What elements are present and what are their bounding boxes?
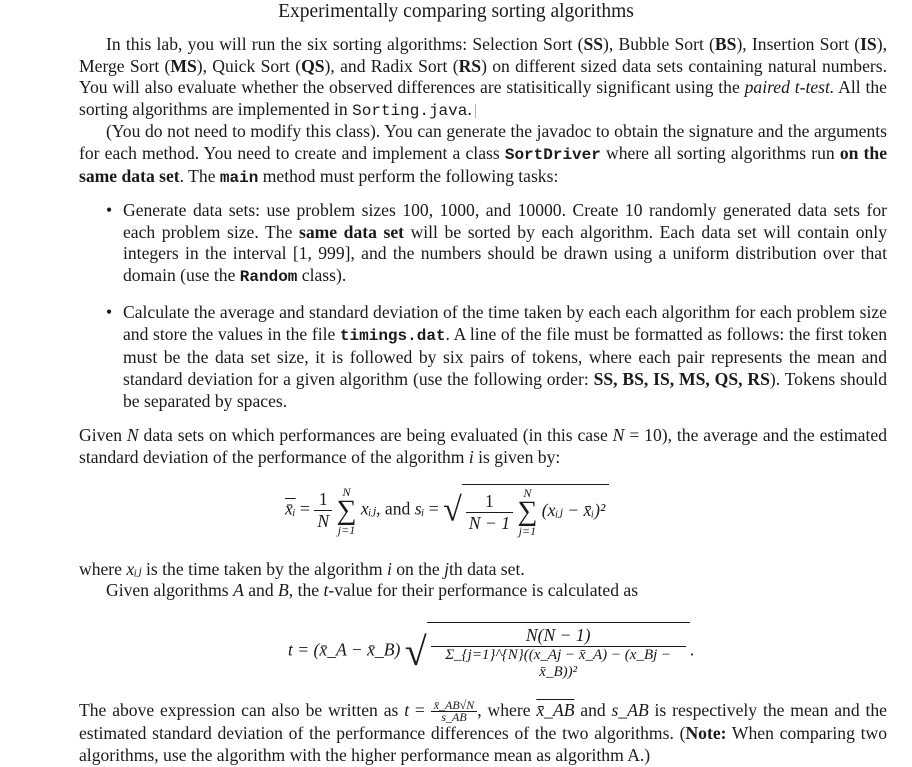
- text: The above expression can also be written as: [79, 700, 405, 720]
- timings-filename: timings.dat: [339, 326, 446, 345]
- text: In this lab, you will run the six sorting algorithms: Selection Sort (: [106, 34, 584, 54]
- sqrt-icon: √: [443, 491, 462, 529]
- intro-paragraph-2: [79, 121, 887, 190]
- math-sab: s_AB: [611, 700, 649, 720]
- sqrt-body: [427, 622, 690, 681]
- denominator: Σ_{j=1}^{N}((x_Aj − x̄_A) − (x_Bj − x̄_B))²: [445, 647, 672, 680]
- task-list-2: [79, 302, 887, 413]
- text: is respectively the mean and the estimated standard deviation of the performance differences of the two algorithms. (: [79, 700, 887, 744]
- sum-lower: j=1: [337, 522, 356, 537]
- bullet-icon: •: [106, 302, 113, 322]
- eq-period: .: [689, 639, 695, 660]
- text: Generate data sets: use problem sizes 100, 1000, and 10000. Create 10 randomly generated data sets for each problem size. The: [123, 200, 887, 242]
- task-list: [79, 200, 887, 289]
- text-cursor: [475, 104, 476, 118]
- text: th data set.: [449, 559, 525, 579]
- numerator: 1: [314, 489, 332, 511]
- text: = 10), the average and the estimated standard deviation of the performance of the algorithm: [79, 425, 887, 467]
- text: ), and Radix Sort (: [324, 55, 459, 76]
- eq-xij: xᵢⱼ: [360, 498, 377, 519]
- text: is the time taken by the algorithm: [141, 559, 387, 579]
- sqrt-body: [462, 484, 609, 537]
- text: ), Insertion Sort (: [736, 34, 861, 54]
- math-xij: xᵢⱼ: [126, 559, 142, 579]
- eq-term: (xᵢⱼ − x̄ᵢ)²: [541, 500, 606, 521]
- given-paragraph: [79, 425, 887, 468]
- math-j: j: [444, 559, 450, 579]
- final-paragraph: [79, 700, 887, 767]
- sortdriver-class: SortDriver: [504, 145, 601, 164]
- text: will be sorted by each algorithm. Each data set will contain only integers in the interval [1, 999], and the numbers should be drawn using a uniform distribution over that domain (use the: [123, 221, 887, 286]
- text: Given: [79, 425, 127, 445]
- abbr-ss: SS: [583, 34, 604, 54]
- math-t: t: [323, 580, 329, 600]
- equation-mean-std: [285, 484, 609, 544]
- text: on the: [391, 559, 445, 579]
- summation: [517, 487, 537, 537]
- sum-upper: N: [342, 484, 351, 499]
- text: (You do not need to modify this class). You can generate the javadoc to obtain the signature and the arguments for each method. You need to create and implement a class: [79, 121, 887, 163]
- eq-and: , and: [376, 498, 411, 519]
- math-n: N: [612, 425, 625, 445]
- same-data-set-bold: same data set: [298, 221, 404, 242]
- main-method: main: [219, 169, 259, 188]
- fraction-1-over-n: [314, 489, 332, 532]
- eq-si: sᵢ: [414, 498, 425, 519]
- text: is given by:: [473, 446, 561, 467]
- text: and: [243, 580, 279, 600]
- given-ab-line: [79, 580, 887, 602]
- text: .: [467, 99, 472, 120]
- note-bold: Note:: [685, 723, 727, 744]
- sum-upper: N: [523, 486, 532, 500]
- text: All the sorting algorithms are implemented in: [79, 77, 887, 120]
- same-data-set-bold: on the same data set: [79, 142, 887, 187]
- denominator: N − 1: [468, 512, 510, 533]
- text: method must perform the following tasks:: [258, 166, 559, 187]
- text: where all sorting algorithms run: [600, 142, 840, 163]
- eq-t-lhs: t = (x̄_A − x̄_B): [288, 639, 401, 660]
- text: When comparing two algorithms, use the algorithm with the higher performance mean as algorithm A.): [79, 723, 887, 766]
- list-item: [79, 302, 887, 413]
- random-class: Random: [239, 268, 298, 287]
- text: ). Tokens should be separated by spaces.: [123, 369, 887, 411]
- numerator: 1: [466, 491, 513, 513]
- abbr-qs: QS: [301, 55, 325, 76]
- text: class).: [297, 265, 347, 286]
- where-line: [79, 559, 887, 581]
- fraction-xab-sab: [431, 700, 478, 723]
- text: Given algorithms: [106, 580, 234, 600]
- text: and: [574, 700, 612, 720]
- summation: [337, 486, 357, 536]
- numerator: N(N − 1): [431, 625, 686, 647]
- denominator: N: [317, 511, 330, 531]
- sigma-icon: ∑: [517, 496, 538, 527]
- math-i: i: [468, 446, 474, 467]
- intro-paragraph: [79, 34, 887, 123]
- text: ), Bubble Sort (: [603, 34, 715, 54]
- equation-t-value: [288, 622, 694, 681]
- page-title: Experimentally comparing sorting algorithms: [278, 1, 634, 22]
- denominator: s_AB: [441, 710, 467, 725]
- math-i: i: [386, 559, 392, 579]
- sigma-icon: ∑: [336, 494, 357, 526]
- text: -value for their performance is calculated as: [328, 580, 639, 600]
- text: Calculate the average and standard deviation of the time taken by each each algorithm for each problem size and store the values in the file: [123, 302, 887, 344]
- text: =: [409, 700, 431, 720]
- abbr-rs: RS: [458, 55, 482, 76]
- abbr-ms: MS: [170, 55, 197, 76]
- text: data sets on which performances are being evaluated (in this case: [138, 425, 613, 445]
- bullet-icon: •: [106, 200, 113, 220]
- fraction-t: [431, 625, 686, 681]
- sum-lower: j=1: [518, 524, 537, 538]
- eq-sign: =: [428, 498, 439, 519]
- text: ) on different sized data sets containing natural numbers. You will also evaluate whether the observed differences are statisitically significant using the: [79, 55, 887, 98]
- math-b: B: [278, 580, 289, 600]
- text: , where: [477, 700, 537, 720]
- abbr-bs: BS: [714, 34, 737, 54]
- numerator: x̄_AB√N: [431, 700, 478, 712]
- math-t: t: [404, 700, 410, 720]
- eq-xbar-i: x̄ᵢ: [285, 498, 296, 519]
- paired-t-test: paired t-test.: [744, 77, 835, 98]
- algorithm-order: SS, BS, IS, MS, QS, RS: [593, 369, 770, 390]
- fraction-1-over-n-1: [466, 491, 513, 534]
- sorting-java-filename: Sorting.java: [352, 102, 468, 121]
- text: , the: [288, 580, 324, 600]
- text: where: [79, 559, 127, 579]
- text: . The: [179, 166, 220, 187]
- math-n: N: [126, 425, 139, 445]
- abbr-is: IS: [860, 34, 877, 54]
- math-xab: x̄_AB: [536, 700, 575, 720]
- math-a: A: [233, 580, 244, 600]
- text: . A line of the file must be formatted as follows: the first token must be the data set size, it is followed by six pairs of tokens, where each pair represents the mean and standard deviation for a given algorithm (use the following order:: [123, 323, 887, 390]
- eq-sign: =: [300, 498, 310, 519]
- text: ), Quick Sort (: [196, 55, 302, 76]
- sqrt-icon: √: [404, 629, 427, 674]
- text: ), Merge Sort (: [79, 34, 887, 76]
- list-item: [79, 200, 887, 289]
